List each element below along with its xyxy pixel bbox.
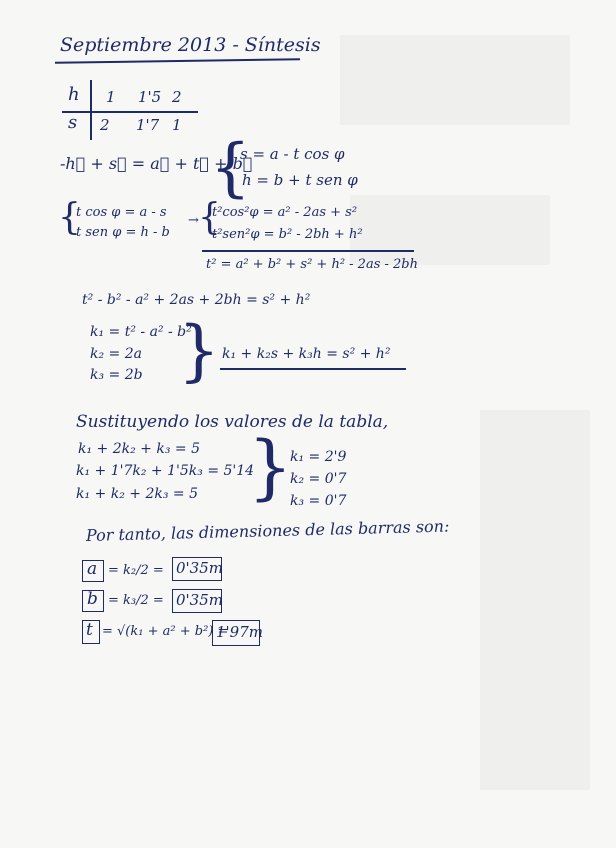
trig-left-1: t cos φ = a - s [76, 205, 167, 220]
t-expression: = √(k₁ + a² + b²) = [102, 624, 229, 639]
table-h-val-3: 2 [172, 88, 182, 106]
linear-eq-3: k₁ + k₂ + 2k₃ = 5 [76, 486, 198, 502]
table-h-val-2: 1'5 [138, 88, 162, 106]
linear-eq-1: k₁ + 2k₂ + k₃ = 5 [78, 441, 200, 457]
trig-sum-rule [202, 250, 414, 252]
b-label: b [87, 589, 98, 609]
t-label: t [86, 620, 93, 640]
k-brace: } [178, 312, 220, 389]
table-s-val-2: 1'7 [136, 116, 160, 134]
trig-left-brace: { [58, 197, 81, 238]
linear-result-1: k₁ = 2'9 [290, 449, 347, 465]
title-underline [55, 58, 300, 63]
table-s-val-3: 1 [172, 116, 182, 134]
k-linear-equation: k₁ + k₂s + k₃h = s² + h² [222, 346, 391, 362]
a-expression: = k₂/2 = [108, 563, 164, 578]
k1-definition: k₁ = t² - a² - b² [90, 324, 192, 340]
a-value: 0'35m [176, 559, 223, 577]
substitution-sentence: Sustituyendo los valores de la tabla, [76, 412, 389, 432]
conclusion-sentence: Por tanto, las dimensiones de las barras son: [85, 516, 450, 545]
vector-equation: -h⃗ + s⃗ = a⃗ + t⃗ + b⃗ [60, 154, 253, 173]
table-h-val-1: 1 [106, 88, 116, 106]
linear-result-2: k₂ = 0'7 [290, 471, 347, 487]
trig-right-1: t²cos²φ = a² - 2as + s² [212, 205, 358, 220]
table-h-label: h [68, 84, 80, 105]
page-title: Septiembre 2013 - Síntesis [60, 34, 321, 56]
trig-arrow: → [188, 213, 199, 228]
system-eq-1: s = a - t cos φ [240, 145, 345, 163]
bleed-through-shadow [350, 195, 550, 265]
a-label: a [87, 559, 98, 579]
table-s-val-1: 2 [100, 116, 110, 134]
b-value: 0'35m [176, 591, 223, 609]
table-s-label: s [68, 112, 78, 133]
t-value: 1'97m [216, 623, 263, 641]
trig-right-2: t²sen²φ = b² - 2bh + h² [212, 227, 363, 242]
table-hline [62, 111, 198, 113]
trig-sum: t² = a² + b² + s² + h² - 2as - 2bh [206, 257, 418, 272]
system-brace: { [210, 131, 251, 205]
linear-brace: } [248, 426, 293, 508]
bleed-through-shadow [340, 35, 570, 125]
rearranged-equation: t² - b² - a² + 2as + 2bh = s² + h² [82, 292, 311, 308]
trig-right-brace: { [198, 197, 221, 238]
linear-eq-2: k₁ + 1'7k₂ + 1'5k₃ = 5'14 [76, 463, 255, 479]
b-expression: = k₃/2 = [108, 593, 164, 608]
table-vline [90, 80, 92, 140]
k3-definition: k₃ = 2b [90, 367, 143, 383]
bleed-through-shadow [480, 410, 590, 790]
k2-definition: k₂ = 2a [90, 346, 142, 362]
trig-left-2: t sen φ = h - b [76, 225, 170, 240]
k-equation-underline [220, 368, 406, 370]
system-eq-2: h = b + t sen φ [242, 171, 358, 189]
linear-result-3: k₃ = 0'7 [290, 493, 347, 509]
